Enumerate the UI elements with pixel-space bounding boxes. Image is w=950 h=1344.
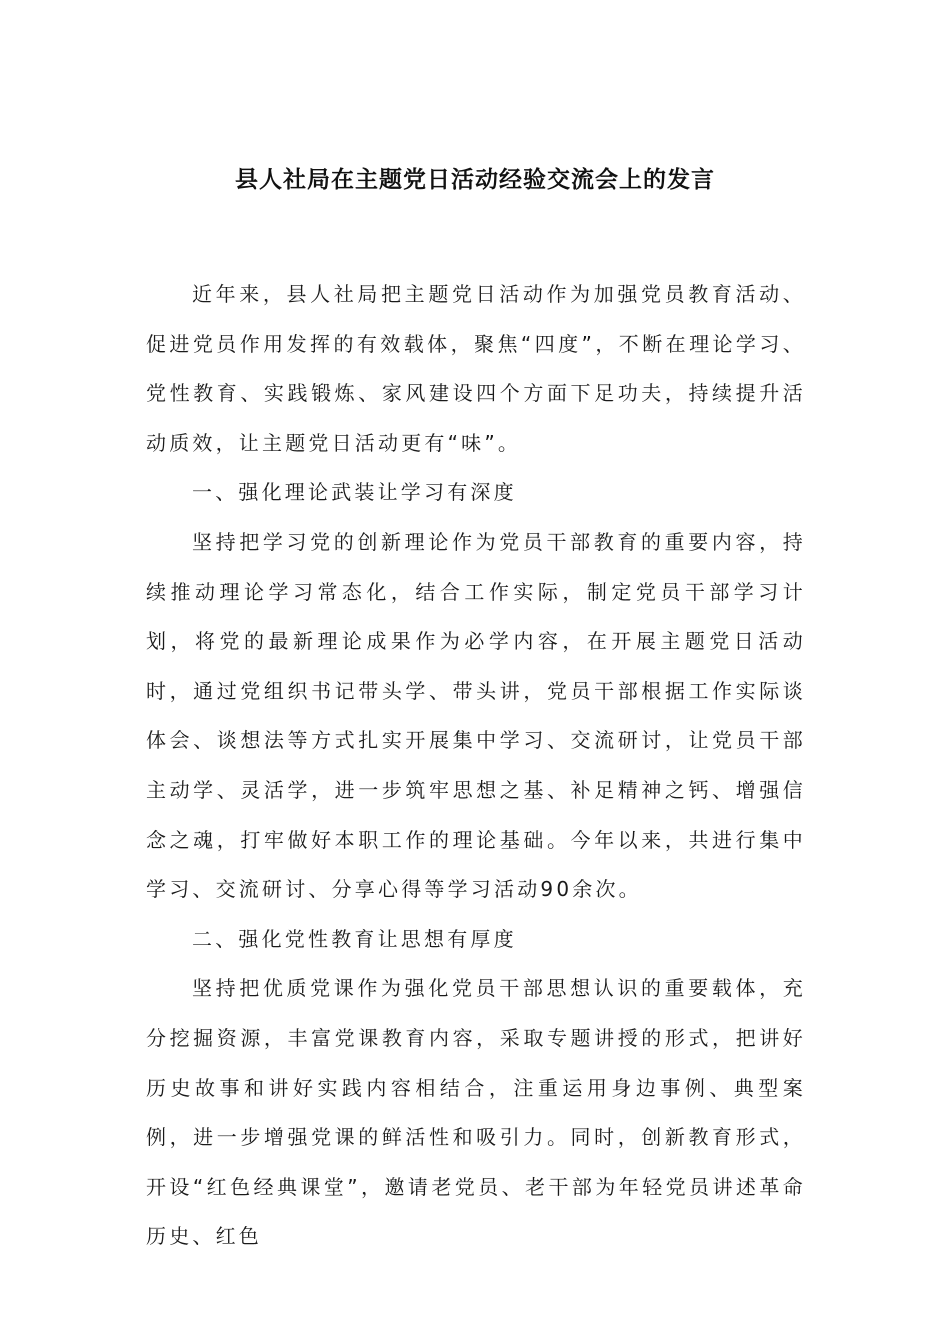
paragraph-section-2: 坚持把优质党课作为强化党员干部思想认识的重要载体，充分挖掘资源，丰富党课教育内容，采取专题讲授的形式，把讲好历史故事和讲好实践内容相结合，注重运用身边事例、典型案例，进一步增强党课的鲜活性和吸引力。同时，创新教育形式，开设“红色经典课堂”，邀请老党员、老干部为年轻党员讲述革命历史、红色 xyxy=(146,976,806,1249)
paragraph-intro: 近年来，县人社局把主题党日活动作为加强党员教育活动、促进党员作用发挥的有效载体，聚焦“四度”，不断在理论学习、党性教育、实践锻炼、家风建设四个方面下足功夫，持续提升活动质效，让主题党日活动更有“味”。 xyxy=(146,282,806,455)
document-body xyxy=(146,270,806,1262)
paragraph-section-1: 坚持把学习党的创新理论作为党员干部教育的重要内容，持续推动理论学习常态化，结合工作实际，制定党员干部学习计划，将党的最新理论成果作为必学内容，在开展主题党日活动时，通过党组织书记带头学、带头讲，党员干部根据工作实际谈体会、谈想法等方式扎实开展集中学习、交流研讨，让党员干部主动学、灵活学，进一步筑牢思想之基、补足精神之钙、增强信念之魂，打牢做好本职工作的理论基础。今年以来，共进行集中学习、交流研讨、分享心得等学习活动90余次。 xyxy=(146,529,806,902)
section-heading-2: 二、强化党性教育让思想有厚度 xyxy=(192,926,517,951)
section-heading-1: 一、强化理论武装让学习有深度 xyxy=(192,480,517,505)
document-title: 县人社局在主题党日活动经验交流会上的发言 xyxy=(235,166,715,193)
